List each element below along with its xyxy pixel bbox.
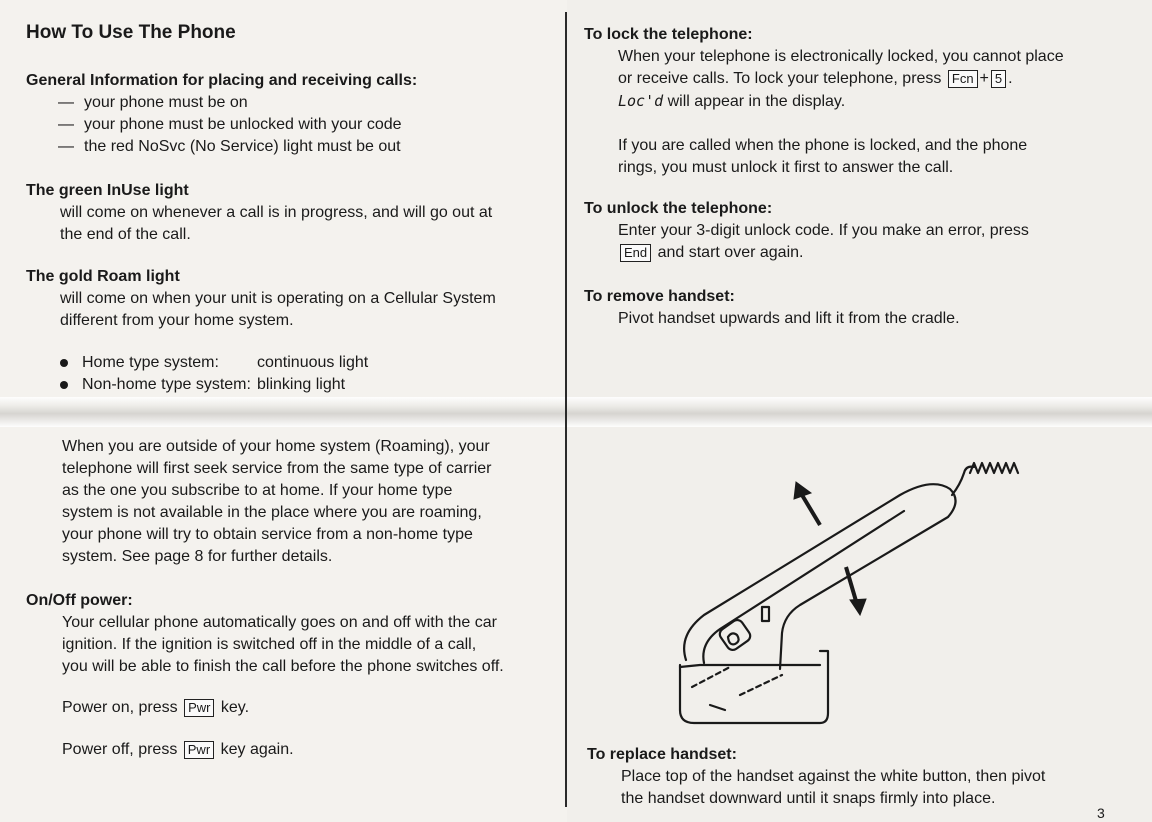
- lock-section: [584, 24, 1134, 179]
- page-fold: [0, 397, 1152, 427]
- bullet-icon: [60, 359, 68, 367]
- text-line: Your cellular phone automatically goes on and off with the car: [62, 614, 497, 631]
- gold-light-section: [26, 266, 556, 332]
- onoff-heading: On/Off power:: [26, 592, 133, 609]
- text-line: When your telephone is electronically locked, you cannot place: [618, 48, 1064, 65]
- text-line: Enter your 3-digit unlock code. If you make an error, press: [618, 222, 1029, 239]
- text-line: Pivot handset upwards and lift it from the cradle.: [618, 310, 960, 327]
- text-line: End and start over again.: [584, 242, 1134, 264]
- text-line: your phone will try to obtain service from a non-home type: [62, 526, 473, 543]
- green-light-heading: The green InUse light: [26, 182, 189, 199]
- list-item: Home type system: continuous light: [60, 352, 540, 374]
- text-line: system is not available in the place where you are roaming,: [62, 504, 482, 521]
- text-line: different from your home system.: [60, 312, 294, 329]
- general-info-heading: General Information for placing and receiving calls:: [26, 72, 418, 89]
- list-item: — your phone must be unlocked with your code: [58, 116, 402, 133]
- pwr-key: Pwr: [184, 741, 214, 759]
- text-line: When you are outside of your home system (Roaming), your: [62, 438, 490, 455]
- remove-heading: To remove handset:: [584, 288, 735, 305]
- list-item: — your phone must be on: [58, 94, 248, 111]
- five-key: 5: [991, 70, 1006, 88]
- text-line: Place top of the handset against the white button, then pivot: [621, 768, 1046, 785]
- remove-section: [584, 286, 1134, 330]
- page-number: 3: [1097, 805, 1105, 821]
- lock-heading: To lock the telephone:: [584, 26, 753, 43]
- text-line: the handset downward until it snaps firmly into place.: [621, 790, 996, 807]
- roaming-paragraph: [62, 436, 557, 568]
- text-line: Loc'd will appear in the display.: [618, 92, 846, 110]
- green-light-section: [26, 180, 556, 246]
- column-divider: [565, 12, 567, 807]
- unlock-section: [584, 198, 1134, 264]
- pwr-key: Pwr: [184, 699, 214, 717]
- power-on-line: Power on, press Pwr key.: [62, 699, 250, 716]
- text-line: telephone will first seek service from the same type of carrier: [62, 460, 492, 477]
- text-line: the end of the call.: [60, 226, 191, 243]
- fcn-key: Fcn: [948, 70, 978, 88]
- text-line: If you are called when the phone is locked, and the phone: [618, 137, 1028, 154]
- replace-heading: To replace handset:: [587, 746, 737, 763]
- general-info-section: [26, 70, 556, 158]
- replace-section: [587, 744, 1137, 810]
- roam-light-bullets: [60, 352, 540, 396]
- text-line: will come on when your unit is operating on a Cellular System: [60, 290, 496, 307]
- gold-light-heading: The gold Roam light: [26, 268, 180, 285]
- power-off-line: Power off, press Pwr key again.: [62, 741, 294, 758]
- text-line: you will be able to finish the call before the phone switches off.: [62, 658, 504, 675]
- onoff-power-section: [26, 590, 561, 678]
- text-line: rings, you must unlock it first to answer the call.: [618, 159, 954, 176]
- text-line: or receive calls. To lock your telephone, press Fcn + 5 .: [618, 70, 1013, 87]
- lcd-display-text: Loc'd: [618, 92, 664, 110]
- text-line: ignition. If the ignition is switched off in the middle of a call,: [62, 636, 477, 653]
- list-item: Non-home type system: blinking light: [60, 374, 540, 396]
- unlock-heading: To unlock the telephone:: [584, 200, 773, 217]
- text-line: as the one you subscribe to at home. If your home type: [62, 482, 453, 499]
- text-line: will come on whenever a call is in progress, and will go out at: [60, 204, 493, 221]
- list-item: — the red NoSvc (No Service) light must be out: [58, 138, 401, 155]
- end-key: End: [620, 244, 651, 262]
- page-title: How To Use The Phone: [26, 22, 236, 43]
- text-line: system. See page 8 for further details.: [62, 548, 333, 565]
- handset-illustration: [670, 455, 1040, 730]
- bullet-icon: [60, 381, 68, 389]
